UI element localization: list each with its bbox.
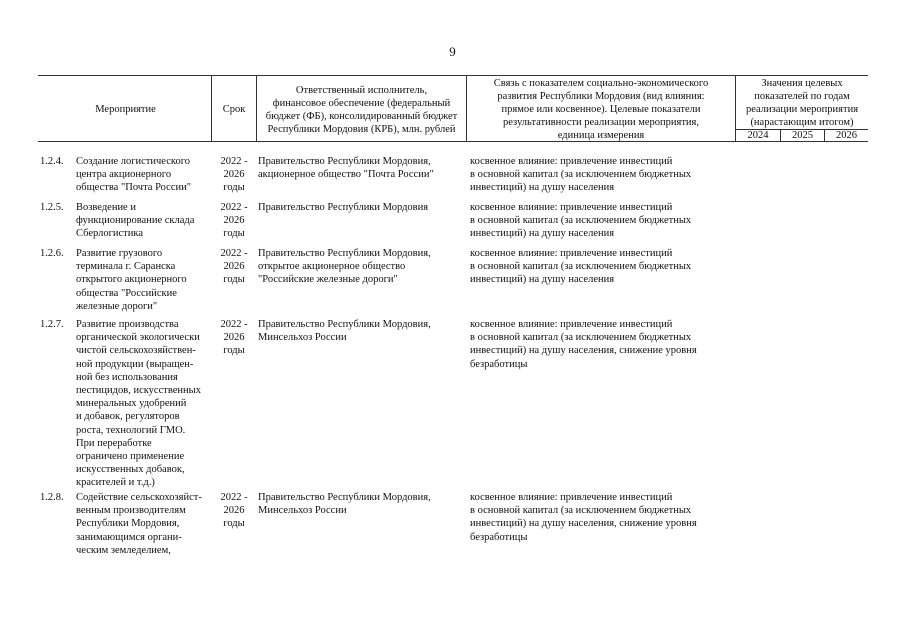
row-number: 1.2.4. xyxy=(40,156,64,167)
row-link: косвенное влияние: привлечение инвестиций в основной капитал (за исключением бюджетных инвестиций) на душу населения, снижение уровня безработицы xyxy=(470,492,697,543)
row-link: косвенное влияние: привлечение инвестиций в основной капитал (за исключением бюджетных инвестиций) на душу населения xyxy=(470,248,692,286)
row-number: 1.2.5. xyxy=(40,202,64,213)
row-executor: Правительство Республики Мордовия, Минсельхоз России xyxy=(258,492,431,517)
row-event: Создание логистического центра акционерного общества "Почта России" xyxy=(76,156,192,194)
header-link: Связь с показателем социально-экономического развития Республики Мордовия (вид влияния: прямое или косвенное). Целевые показатели результативности реализации мероприятия, единица измерения xyxy=(493,78,709,141)
header-executor: Ответственный исполнитель, финансовое обеспечение (федеральный бюджет (ФБ), консолидированный бюджет Республики Мордовия (КРБ), млн. рублей xyxy=(265,85,458,135)
header-year-2026: 2026 xyxy=(836,130,857,141)
header-event: Мероприятие xyxy=(95,104,156,115)
row-term: 2022 - 2026 годы xyxy=(220,319,248,357)
row-event: Возведение и функционирование склада Сберлогистика xyxy=(76,202,195,240)
row-event: Развитие грузового терминала г. Саранска открытого акционерного общества "Российские железные дороги" xyxy=(76,248,187,312)
header-year-2024: 2024 xyxy=(747,130,769,141)
row-term: 2022 - 2026 годы xyxy=(220,202,248,240)
row-number: 1.2.6. xyxy=(40,248,64,259)
row-number: 1.2.8. xyxy=(40,492,64,503)
row-term: 2022 - 2026 годы xyxy=(220,248,248,286)
row-executor: Правительство Республики Мордовия, открытое акционерное общество "Российские железные дороги" xyxy=(258,248,431,286)
row-event: Содействие сельскохозяйст- венным производителям Республики Мордовия, занимающимся органи- ческим земледелием, xyxy=(76,492,202,556)
header-year-2025: 2025 xyxy=(792,130,813,141)
header-targets: Значения целевых показателей по годам реализации мероприятия (нарастающим итогом) xyxy=(745,78,859,128)
row-executor: Правительство Республики Мордовия, акционерное общество "Почта России" xyxy=(258,156,434,181)
row-number: 1.2.7. xyxy=(40,319,64,330)
row-link: косвенное влияние: привлечение инвестиций в основной капитал (за исключением бюджетных инвестиций) на душу населения xyxy=(470,156,692,194)
table-top-rule xyxy=(38,75,868,76)
row-link: косвенное влияние: привлечение инвестиций в основной капитал (за исключением бюджетных инвестиций) на душу населения xyxy=(470,202,692,240)
row-executor: Правительство Республики Мордовия xyxy=(258,202,429,213)
row-executor: Правительство Республики Мордовия, Минсельхоз России xyxy=(258,319,431,344)
row-event: Развитие производства органической экологически чистой сельскохозяйствен- ной продукции (выращен- ной без использования пестицидов, искусственных минеральных удобрений и добавок, регуляторов роста, технологий ГМО. При переработке ограничено применение искусственных добавок, красителей и т.д.) xyxy=(76,319,201,489)
page-number: 9 xyxy=(449,44,456,59)
col-divider xyxy=(256,75,257,141)
row-term: 2022 - 2026 годы xyxy=(220,156,248,194)
header-term: Срок xyxy=(222,104,246,115)
row-link: косвенное влияние: привлечение инвестиций в основной капитал (за исключением бюджетных инвестиций) на душу населения, снижение уровня безработицы xyxy=(470,319,697,370)
row-term: 2022 - 2026 годы xyxy=(220,492,248,530)
